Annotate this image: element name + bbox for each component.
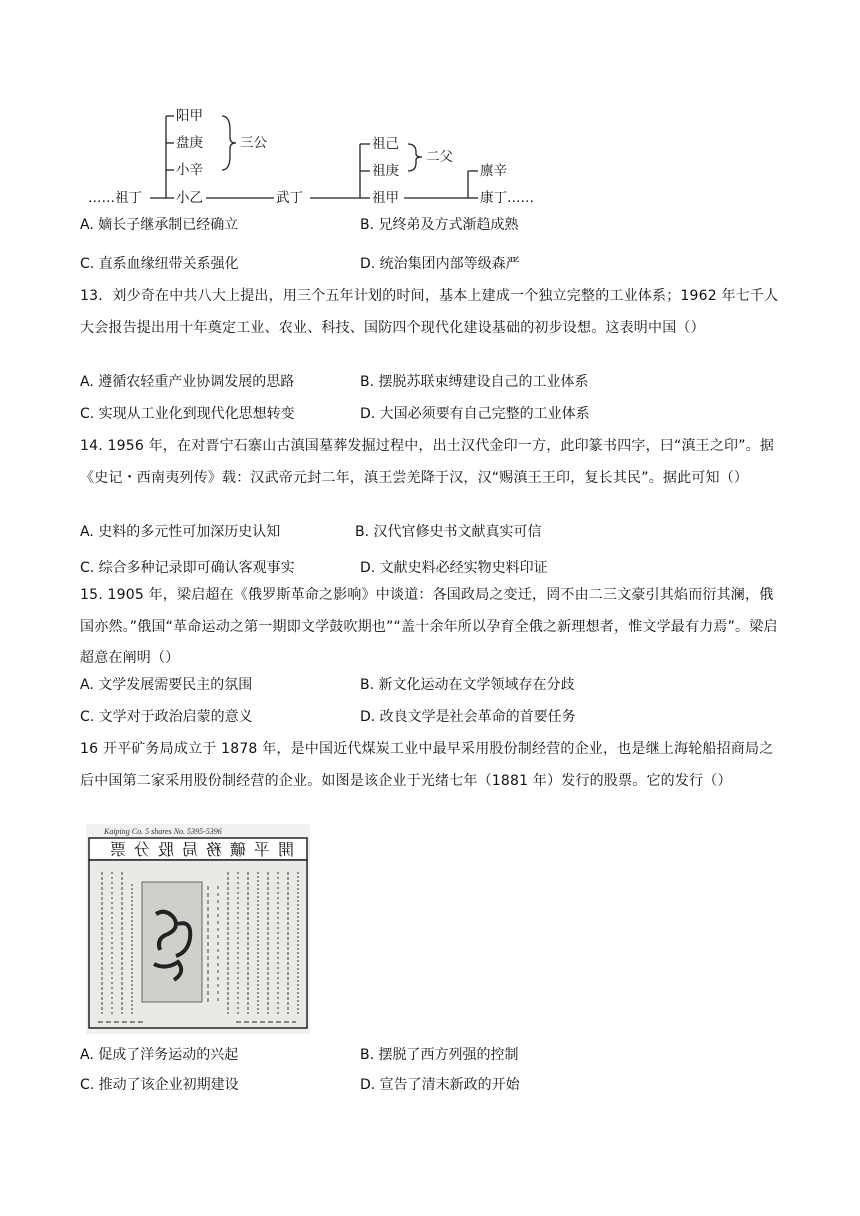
q13-option-c[interactable]: C. 实现从工业化到现代化思想转变 xyxy=(80,406,295,422)
q14-option-d[interactable]: D. 文献史料必经实物史料印证 xyxy=(360,560,548,576)
q13-option-d[interactable]: D. 大国必须要有自己完整的工业体系 xyxy=(360,406,590,422)
node-wuding: 武丁 xyxy=(276,190,303,206)
q16-option-d[interactable]: D. 宣告了清末新政的开始 xyxy=(360,1077,520,1093)
q14-option-b[interactable]: B. 汉代官修史书文献真实可信 xyxy=(355,524,542,540)
q13-option-b[interactable]: B. 摆脱苏联束缚建设自己的工业体系 xyxy=(360,374,589,390)
q12-option-c[interactable]: C. 直系血缘纽带关系强化 xyxy=(80,256,239,272)
q15-option-d[interactable]: D. 改良文学是社会革命的首要任务 xyxy=(360,709,576,725)
q16-option-a[interactable]: A. 促成了洋务运动的兴起 xyxy=(80,1047,239,1063)
stock-certificate-drawing xyxy=(86,824,310,1034)
label-erfu: 二父 xyxy=(426,149,453,165)
node-xiaoyi: 小乙 xyxy=(176,190,203,206)
node-yangjia: 阳甲 xyxy=(176,108,203,124)
q13-stem: 13．刘少奇在中共八大上提出，用三个五年计划的时间，基本上建成一个独立完整的工业体系；1962 年七千人大会报告提出用十年奠定工业、农业、科技、国防四个现代化建设基础的初步设想。这表明中国（） xyxy=(80,288,779,336)
label-sangong: 三公 xyxy=(240,135,267,151)
node-zuding: ……祖丁 xyxy=(88,190,142,206)
q12-option-b[interactable]: B. 兄终弟及方式渐趋成熟 xyxy=(360,217,519,233)
node-pangeng: 盘庚 xyxy=(176,135,203,151)
node-zujia: 祖甲 xyxy=(372,190,399,206)
q15-stem: 15. 1905 年，梁启超在《俄罗斯革命之影响》中谈道：各国政局之变迁，罔不由二三文豪引其焰而衍其澜，俄国亦然。”俄国“革命运动之第一期即文学鼓吹期也”“盖十余年所以孕育全俄之新理想者，惟文学最有力焉”。梁启超意在阐明（） xyxy=(80,587,778,666)
q13-option-a[interactable]: A. 遵循农轻重产业协调发展的思路 xyxy=(80,374,295,390)
q14-option-c[interactable]: C. 综合多种记录即可确认客观事实 xyxy=(80,560,295,576)
q14-stem: 14. 1956 年，在对晋宁石寨山古滇国墓葬发掘过程中，出土汉代金印一方，此印篆书四字，曰“滇王之印”。据《史记・西南夷列传》载：汉武帝元封二年，滇王尝羌降于汉，汉“赐滇王王印，复长其民”。据此可知（） xyxy=(80,438,775,486)
node-kangding: 康丁…… xyxy=(480,190,534,206)
q15-option-b[interactable]: B. 新文化运动在文学领域存在分歧 xyxy=(360,677,575,693)
q12-option-d[interactable]: D. 统治集团内部等级森严 xyxy=(360,256,520,272)
q14-option-a[interactable]: A. 史料的多元性可加深历史认知 xyxy=(80,524,281,540)
q16-option-c[interactable]: C. 推动了该企业初期建设 xyxy=(80,1077,239,1093)
node-zugeng: 祖庚 xyxy=(372,163,399,179)
stock-heading: 開平礦務局股分票 xyxy=(101,840,295,859)
q15-option-a[interactable]: A. 文学发展需要民主的氛围 xyxy=(80,677,253,693)
q16-stem: 16 开平矿务局成立于 1878 年，是中国近代煤炭工业中最早采用股份制经营的企业，也是继上海轮船招商局之后中国第二家采用股份制经营的企业。如图是该企业于光绪七年（1881 年）发行的股票。它的发行（） xyxy=(80,741,774,789)
q16-option-b[interactable]: B. 摆脱了西方列强的控制 xyxy=(360,1047,519,1063)
node-zuji: 祖己 xyxy=(372,136,399,152)
q15-option-c[interactable]: C. 文学对于政治启蒙的意义 xyxy=(80,709,253,725)
tree-lines xyxy=(88,100,548,212)
node-linxin: 廪辛 xyxy=(480,163,507,179)
q12-option-a[interactable]: A. 嫡长子继承制已经确立 xyxy=(80,217,239,233)
stock-note: Kaiping Co. 5 shares No. 5395-5396 xyxy=(104,827,222,836)
genealogy-diagram xyxy=(88,100,548,212)
node-xiaoxin: 小辛 xyxy=(176,162,203,178)
stock-certificate-image xyxy=(86,824,310,1034)
